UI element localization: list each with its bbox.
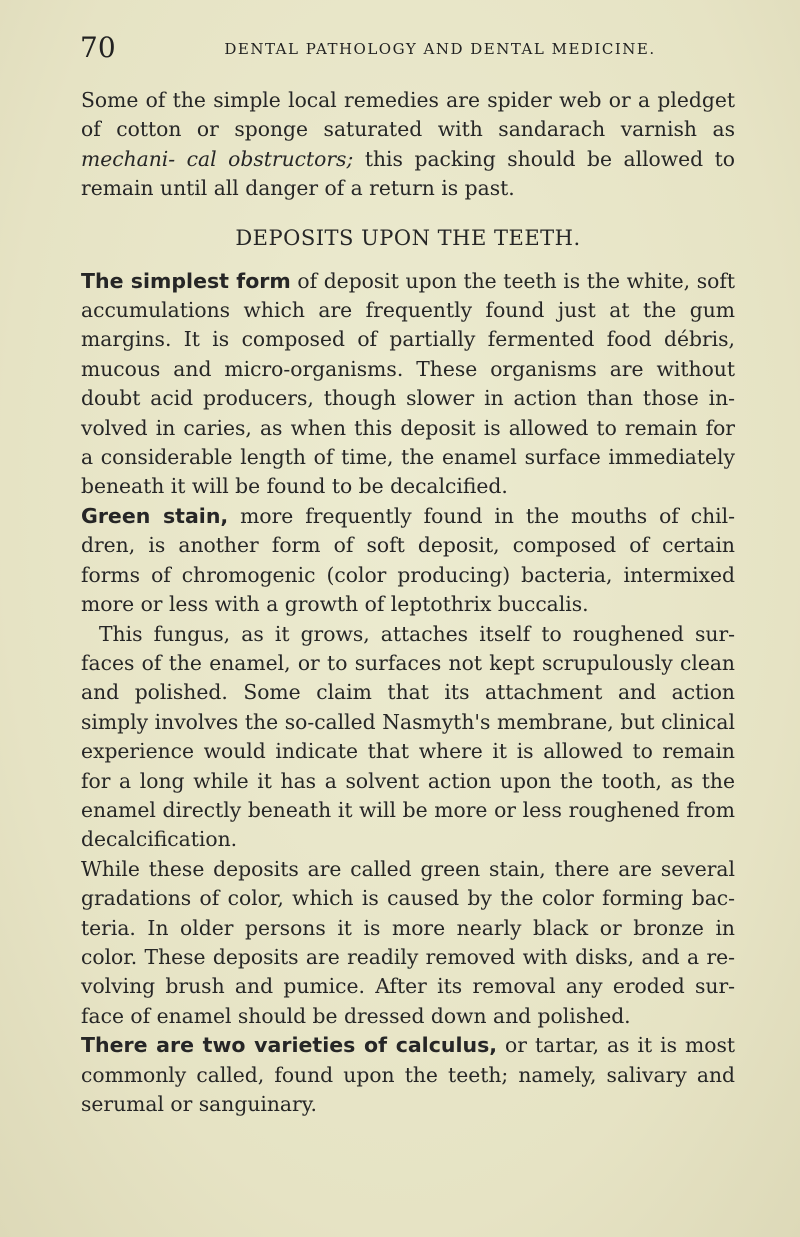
paragraph-calculus	[81, 1031, 735, 1119]
running-title: DENTAL PATHOLOGY AND DENTAL MEDICINE.	[224, 40, 656, 58]
paragraph-simplest-form	[81, 267, 735, 502]
body-text	[81, 86, 735, 1119]
text-green-stain: more frequently found in the mouths of chil- dren, is another form of soft deposit, composed of certain forms of chromogenic (color producing) bacteria, intermixed more or less with a growth of leptothrix buccalis.	[81, 503, 735, 617]
paragraph-fungus: This fungus, as it grows, attaches itself to roughened sur- faces of the enamel, or to surfaces not kept scrupulously clean and polished. Some claim that its attachment and action simply involves the so-called Nasmyth's membrane, but clinical experience would indicate that where it is allowed to remain for a long while it has a solvent action upon the tooth, as the enamel directly beneath it will be more or less roughened from decalcification.	[81, 621, 735, 852]
section-heading: DEPOSITS UPON THE TEETH.	[235, 225, 581, 250]
page-number: 70	[80, 31, 116, 64]
paragraph-green-stain	[81, 502, 735, 620]
runin-green-stain: Green stain,	[81, 503, 229, 528]
intro-italic-phrase: mechani- cal obstructors;	[81, 146, 354, 171]
paragraph-while: While these deposits are called green stain, there are several gradations of color, which is caused by the color forming bac- teria. In older persons it is more nearly black or bronze in color. These deposits are readily removed with disks, and a re- volving brush and pumice. After its removal any eroded sur- face of enamel should be dressed down and polished.	[81, 856, 735, 1028]
runin-calculus: There are two varieties of calculus,	[81, 1033, 498, 1058]
intro-text-before: Some of the simple local remedies are spider web or a pledget of cotton or sponge saturated with sandarach varnish as	[81, 88, 735, 142]
intro-paragraph	[81, 86, 735, 204]
runin-simplest-form: The simplest form	[81, 268, 291, 293]
intro-text-after: this packing should be allowed to remain until all danger of a return is past.	[81, 146, 735, 201]
text-simplest-form: of deposit upon the teeth is the white, soft accumulations which are frequently found just at the gum margins. It is composed of partially fermented food débris, mucous and micro-organisms. These organisms are without doubt acid producers, though slower in action than those in- volved in caries, as when this deposit is allowed to remain for a considerable length of time, the enamel surface immediately beneath it will be found to be decalcified.	[81, 268, 735, 499]
text-calculus: or tartar, as it is most commonly called, found upon the teeth; namely, salivary and serumal or sanguinary.	[81, 1033, 735, 1116]
page-header	[80, 30, 740, 66]
